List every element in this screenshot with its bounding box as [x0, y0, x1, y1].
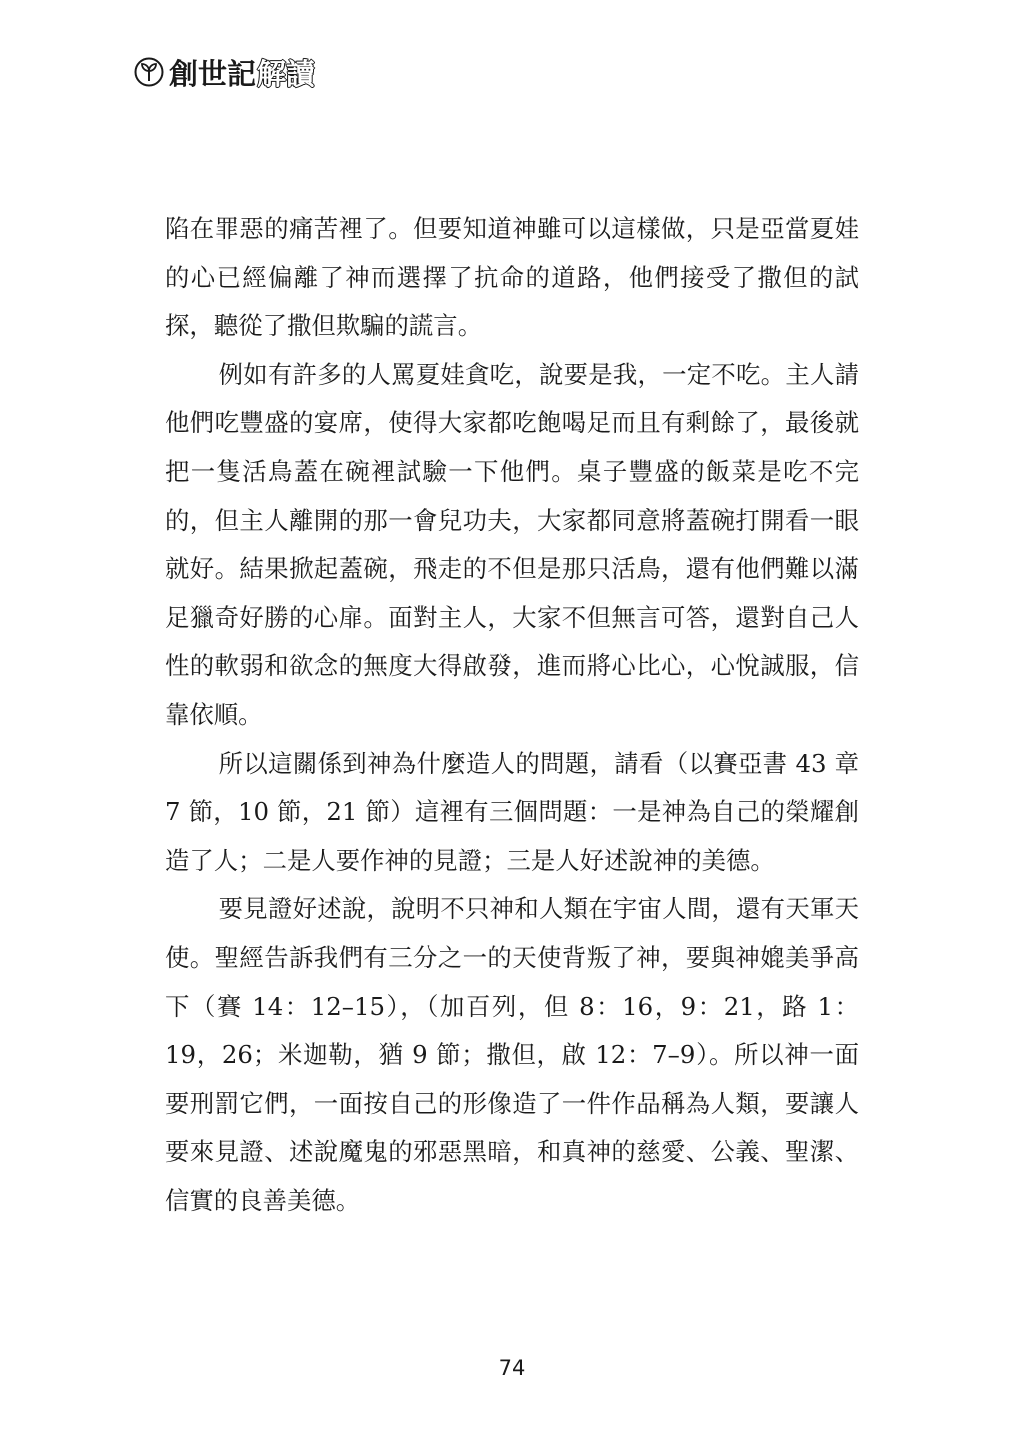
book-title-outlined: 解讀 [257, 56, 316, 91]
body-text [165, 205, 859, 1225]
book-title [169, 52, 315, 93]
paragraph-3: 所以這關係到神為什麼造人的問題，請看（以賽亞書 43 章 7 節，10 節，21 節）這裡有三個問題：一是神為自己的榮耀創造了人；二是人要作神的見證；三是人好述說神的美德。 [165, 748, 859, 875]
book-title-main: 創世記 [169, 56, 257, 91]
paragraph-1: 陷在罪惡的痛苦裡了。但要知道神雖可以這樣做，只是亞當夏娃的心已經偏離了神而選擇了抗命的道路，他們接受了撒但的試探，聽從了撒但欺騙的謊言。 [165, 214, 859, 341]
paragraph-4: 要見證好述說，說明不只神和人類在宇宙人間，還有天軍天使。聖經告訴我們有三分之一的天使背叛了神，要與神媲美爭高下（賽 14：12–15），（加百列，但 8：16，9：21，路 1：19，26；米迦勒，猶 9 節；撒但，啟 12：7–9）。所以神一面要刑罰它們，一面按自己的形像造了一件作品稱為人類，要讓人要來見證、述說魔鬼的邪惡黑暗，和真神的慈愛、公義、聖潔、信實的良善美德。 [165, 894, 859, 1215]
sprout-circle-icon [133, 56, 165, 88]
page-number: 74 [498, 1356, 526, 1380]
running-header [133, 52, 315, 92]
paragraph-2: 例如有許多的人罵夏娃貪吃，說要是我，一定不吃。主人請他們吃豐盛的宴席，使得大家都吃飽喝足而且有剩餘了，最後就把一隻活鳥蓋在碗裡試驗一下他們。桌子豐盛的飯菜是吃不完的，但主人離開的那一會兒功夫，大家都同意將蓋碗打開看一眼就好。結果掀起蓋碗，飛走的不但是那只活鳥，還有他們難以滿足獵奇好勝的心扉。面對主人，大家不但無言可答，還對自己人性的軟弱和欲念的無度大得啟發，進而將心比心，心悅誠服，信靠依順。 [165, 359, 859, 729]
